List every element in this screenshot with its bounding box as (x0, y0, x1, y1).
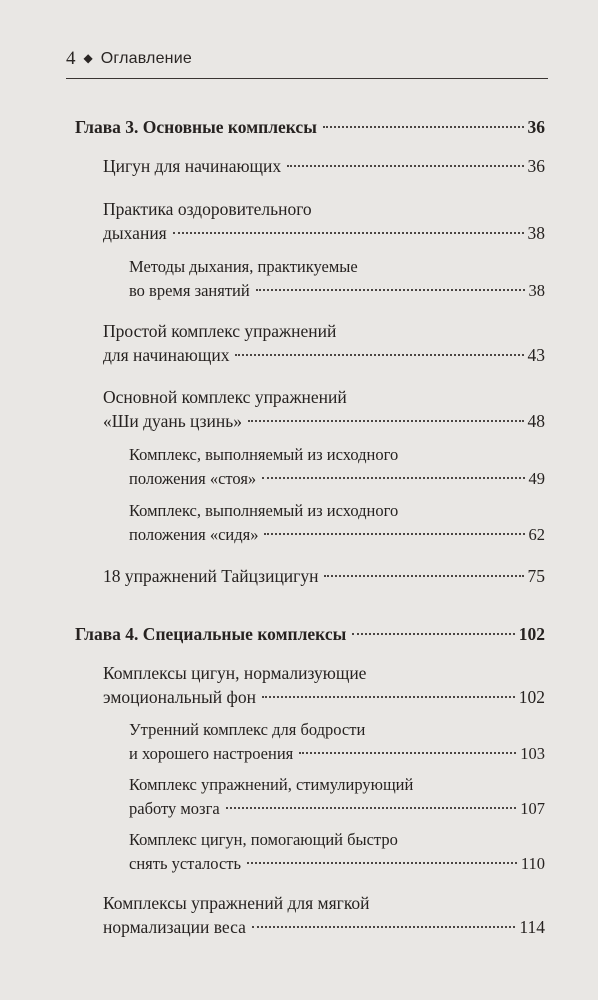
toc-subentry[interactable] (129, 773, 545, 821)
toc-entry-text-cont: во время занятий (129, 281, 250, 300)
toc-page-number: 36 (527, 117, 545, 137)
toc-page-number: 107 (520, 799, 545, 818)
leader-dots (323, 126, 524, 128)
leader-dots (262, 696, 515, 698)
toc-entry[interactable] (103, 197, 545, 245)
toc-page-number: 102 (518, 687, 545, 707)
diamond-separator-icon: ◆ (83, 50, 93, 65)
toc-page-number: 75 (527, 566, 545, 586)
toc-entry[interactable] (103, 891, 545, 939)
toc-entry-text: Комплекс, выполняемый из исходного (129, 445, 399, 464)
toc-subentry[interactable] (129, 828, 545, 876)
leader-dots (262, 477, 524, 479)
toc-entry-text-cont: нормализации веса (103, 917, 246, 937)
section-title: Оглавление (100, 50, 192, 67)
leader-dots (247, 862, 517, 864)
toc-entry-text: Глава 4. Специальные комплексы (75, 624, 347, 644)
toc-entry-text-cont: снять усталость (129, 854, 242, 873)
leader-dots (252, 926, 516, 928)
toc-entry-text: Утренний комплекс для бодрости (129, 720, 366, 739)
toc-entry[interactable] (103, 319, 545, 367)
toc-entry[interactable] (103, 385, 545, 433)
toc-chapter[interactable] (75, 622, 545, 646)
toc-page-number: 43 (527, 345, 545, 365)
toc-entry-text-cont: положения «стоя» (129, 469, 257, 488)
toc-page-number: 110 (520, 854, 545, 873)
toc-entry-text: Цигун для начинающих (103, 156, 282, 176)
toc-entry-text: Основной комплекс упражнений (103, 387, 347, 407)
leader-dots (173, 232, 524, 234)
toc-entry-text: 18 упражнений Тайцзицигун (103, 566, 319, 586)
leader-dots (287, 165, 523, 167)
toc-entry-text-cont: для начинающих (103, 345, 230, 365)
leader-dots (299, 752, 516, 754)
page-number: 4 (66, 48, 76, 69)
leader-dots (324, 575, 523, 577)
header-rule (66, 78, 548, 79)
leader-dots (256, 289, 525, 291)
toc-entry-text-cont: работу мозга (129, 799, 220, 818)
toc-page-number: 36 (527, 156, 545, 176)
toc-page-number: 48 (527, 411, 545, 431)
toc-page-number: 38 (527, 223, 545, 243)
toc-page-number: 49 (528, 469, 545, 488)
toc-entry-text: Методы дыхания, практикуемые (129, 257, 358, 276)
toc-entry-text: Глава 3. Основные комплексы (75, 117, 317, 137)
running-head (66, 48, 192, 70)
toc-subentry[interactable] (129, 443, 545, 491)
toc-entry-text-cont: положения «сидя» (129, 525, 259, 544)
toc-entry-text: Практика оздоровительного (103, 199, 312, 219)
leader-dots (352, 633, 514, 635)
leader-dots (264, 533, 524, 535)
toc-entry[interactable] (103, 564, 545, 588)
toc-entry-text-cont: эмоциональный фон (103, 687, 256, 707)
leader-dots (235, 354, 523, 356)
toc-entry-text: Комплекс цигун, помогающий быстро (129, 830, 398, 849)
toc-entry-text: Комплексы упражнений для мягкой (103, 893, 370, 913)
toc-page-number: 114 (519, 917, 545, 937)
toc-subentry[interactable] (129, 718, 545, 766)
toc-entry-text-cont: дыхания (103, 223, 167, 243)
toc-entry-text: Комплексы цигун, нормализующие (103, 663, 367, 683)
toc-page-number: 103 (520, 744, 545, 763)
leader-dots (226, 807, 517, 809)
toc-chapter[interactable] (75, 115, 545, 139)
toc-entry-text: Простой комплекс упражнений (103, 321, 337, 341)
toc-entry-text: Комплекс упражнений, стимулирующий (129, 775, 414, 794)
toc-entry[interactable] (103, 154, 545, 178)
toc-page-number: 102 (518, 624, 545, 644)
leader-dots (248, 420, 523, 422)
toc-page-number: 38 (528, 281, 545, 300)
toc-page-number: 62 (528, 525, 545, 544)
toc-subentry[interactable] (129, 499, 545, 547)
toc-entry-text-cont: и хорошего настроения (129, 744, 294, 763)
toc-subentry[interactable] (129, 255, 545, 303)
toc-entry-text-cont: «Ши дуань цзинь» (103, 411, 243, 431)
toc-entry[interactable] (103, 661, 545, 709)
toc-entry-text: Комплекс, выполняемый из исходного (129, 501, 399, 520)
